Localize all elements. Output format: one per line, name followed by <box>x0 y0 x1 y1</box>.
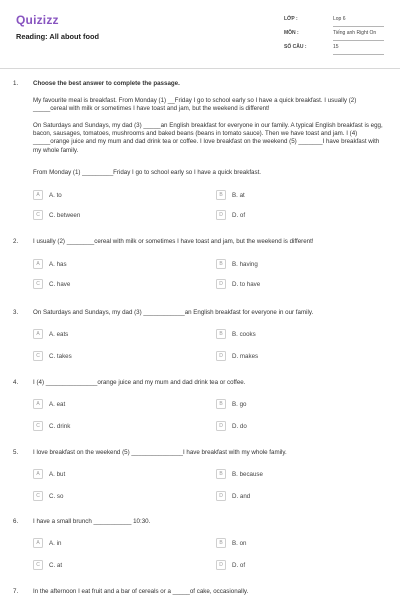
option-letter: D <box>216 560 226 570</box>
option-text: D. of <box>232 561 246 569</box>
question-number: 5. <box>13 449 19 456</box>
option-text: A. but <box>49 470 66 478</box>
option-letter: B <box>216 329 226 339</box>
meta-subject-line <box>333 40 384 41</box>
option-c[interactable] <box>33 421 203 433</box>
meta-count-value: 15 <box>333 44 339 50</box>
option-b[interactable] <box>216 190 386 202</box>
question-number: 3. <box>13 309 19 316</box>
option-letter: D <box>216 279 226 289</box>
option-text: A. eat <box>49 400 66 408</box>
meta-count-row <box>284 42 384 55</box>
option-d[interactable] <box>216 421 386 433</box>
option-text: C. have <box>49 280 71 288</box>
header-divider <box>0 68 400 69</box>
option-c[interactable] <box>33 560 203 572</box>
question-number: 2. <box>13 238 19 245</box>
option-a[interactable] <box>33 399 203 411</box>
option-text: D. do <box>232 422 247 430</box>
option-letter: C <box>33 351 43 361</box>
option-d[interactable] <box>216 351 386 363</box>
option-text: D. and <box>232 492 251 500</box>
question-instruction: Choose the best answer to complete the passage. <box>33 80 180 87</box>
option-letter: A <box>33 190 43 200</box>
worksheet-header <box>0 0 400 65</box>
option-letter: A <box>33 329 43 339</box>
question-text: I love breakfast on the weekend (5) _______________I have breakfast with my whole family. <box>33 449 287 456</box>
option-text: D. of <box>232 211 246 219</box>
option-text: B. go <box>232 400 247 408</box>
option-c[interactable] <box>33 210 203 222</box>
worksheet-title: Reading: All about food <box>16 32 100 41</box>
passage-paragraph-2: On Saturdays and Sundays, my dad (3) _____an English breakfast for everyone in our family. A typical English breakfast is egg, bacon, sausages, tomatoes, mushrooms and baked beans (beans in tomato sauce). Then we have toast and jam. I (4) _____orange juice and my mum and dad drink tea or coffee. I love breakfast on the weekend (5) _______I have breakfast with my whole family. <box>33 122 383 154</box>
option-text: D. to have <box>232 280 261 288</box>
option-d[interactable] <box>216 560 386 572</box>
option-letter: D <box>216 351 226 361</box>
meta-class-value: Lop 6 <box>333 16 346 22</box>
option-letter: B <box>216 469 226 479</box>
option-a[interactable] <box>33 259 203 271</box>
option-b[interactable] <box>216 469 386 481</box>
option-text: B. having <box>232 260 258 268</box>
option-b[interactable] <box>216 329 386 341</box>
question-text: From Monday (1) _________Friday I go to school early so I have a quick breakfast. <box>33 169 262 176</box>
option-letter: C <box>33 210 43 220</box>
meta-class-row <box>284 14 384 27</box>
option-a[interactable] <box>33 329 203 341</box>
quizizz-logo: Quizizz <box>16 13 59 27</box>
option-letter: A <box>33 259 43 269</box>
meta-class-line <box>333 26 384 27</box>
question-number: 6. <box>13 518 19 525</box>
option-d[interactable] <box>216 279 386 291</box>
option-letter: C <box>33 279 43 289</box>
option-text: C. takes <box>49 352 72 360</box>
option-d[interactable] <box>216 491 386 503</box>
meta-subject-label: MÔN : <box>284 30 299 36</box>
option-text: D. makes <box>232 352 259 360</box>
option-text: B. at <box>232 191 245 199</box>
question-text: In the afternoon I eat fruit and a bar of cereals or a _____of cake, occasionally. <box>33 588 249 595</box>
option-a[interactable] <box>33 469 203 481</box>
option-letter: A <box>33 399 43 409</box>
option-letter: B <box>216 399 226 409</box>
option-d[interactable] <box>216 210 386 222</box>
meta-count-label: SỐ CÂU : <box>284 44 307 50</box>
question-text: I have a small brunch ___________ 10:30. <box>33 518 151 525</box>
question-text: I usually (2) ________cereal with milk or sometimes I have toast and jam, but the weekend is different! <box>33 238 314 245</box>
question-text: I (4) _______________orange juice and my mum and dad drink tea or coffee. <box>33 379 246 386</box>
question-number: 4. <box>13 379 19 386</box>
option-c[interactable] <box>33 351 203 363</box>
option-letter: C <box>33 491 43 501</box>
meta-subject-row <box>284 28 384 41</box>
option-b[interactable] <box>216 399 386 411</box>
option-text: C. between <box>49 211 81 219</box>
option-letter: B <box>216 259 226 269</box>
option-b[interactable] <box>216 538 386 550</box>
option-c[interactable] <box>33 279 203 291</box>
question-text: On Saturdays and Sundays, my dad (3) ____________an English breakfast for everyone in our family. <box>33 309 314 316</box>
passage-paragraph-1: My favourite meal is breakfast. From Monday (1) __Friday I go to school early so I have a quick breakfast. I usually (2) _____cereal with milk or sometimes I have toast and jam, but the weekend is different! <box>33 97 357 113</box>
option-letter: D <box>216 421 226 431</box>
option-c[interactable] <box>33 491 203 503</box>
option-text: B. cooks <box>232 330 256 338</box>
option-text: C. at <box>49 561 63 569</box>
option-a[interactable] <box>33 190 203 202</box>
option-a[interactable] <box>33 538 203 550</box>
option-text: C. drink <box>49 422 71 430</box>
option-letter: B <box>216 190 226 200</box>
option-text: C. so <box>49 492 64 500</box>
option-text: A. to <box>49 191 62 199</box>
option-text: A. eats <box>49 330 69 338</box>
option-letter: B <box>216 538 226 548</box>
option-letter: A <box>33 538 43 548</box>
option-text: B. on <box>232 539 247 547</box>
option-letter: D <box>216 210 226 220</box>
option-text: A. in <box>49 539 62 547</box>
option-letter: A <box>33 469 43 479</box>
option-letter: C <box>33 421 43 431</box>
option-letter: D <box>216 491 226 501</box>
question-number: 7. <box>13 588 19 595</box>
option-text: A. has <box>49 260 67 268</box>
option-letter: C <box>33 560 43 570</box>
option-text: B. because <box>232 470 263 478</box>
meta-subject-value: Tiếng anh Right On <box>333 30 377 36</box>
meta-count-line <box>333 54 384 55</box>
question-number: 1. <box>13 80 19 87</box>
meta-class-label: LỚP : <box>284 16 298 22</box>
option-b[interactable] <box>216 259 386 271</box>
